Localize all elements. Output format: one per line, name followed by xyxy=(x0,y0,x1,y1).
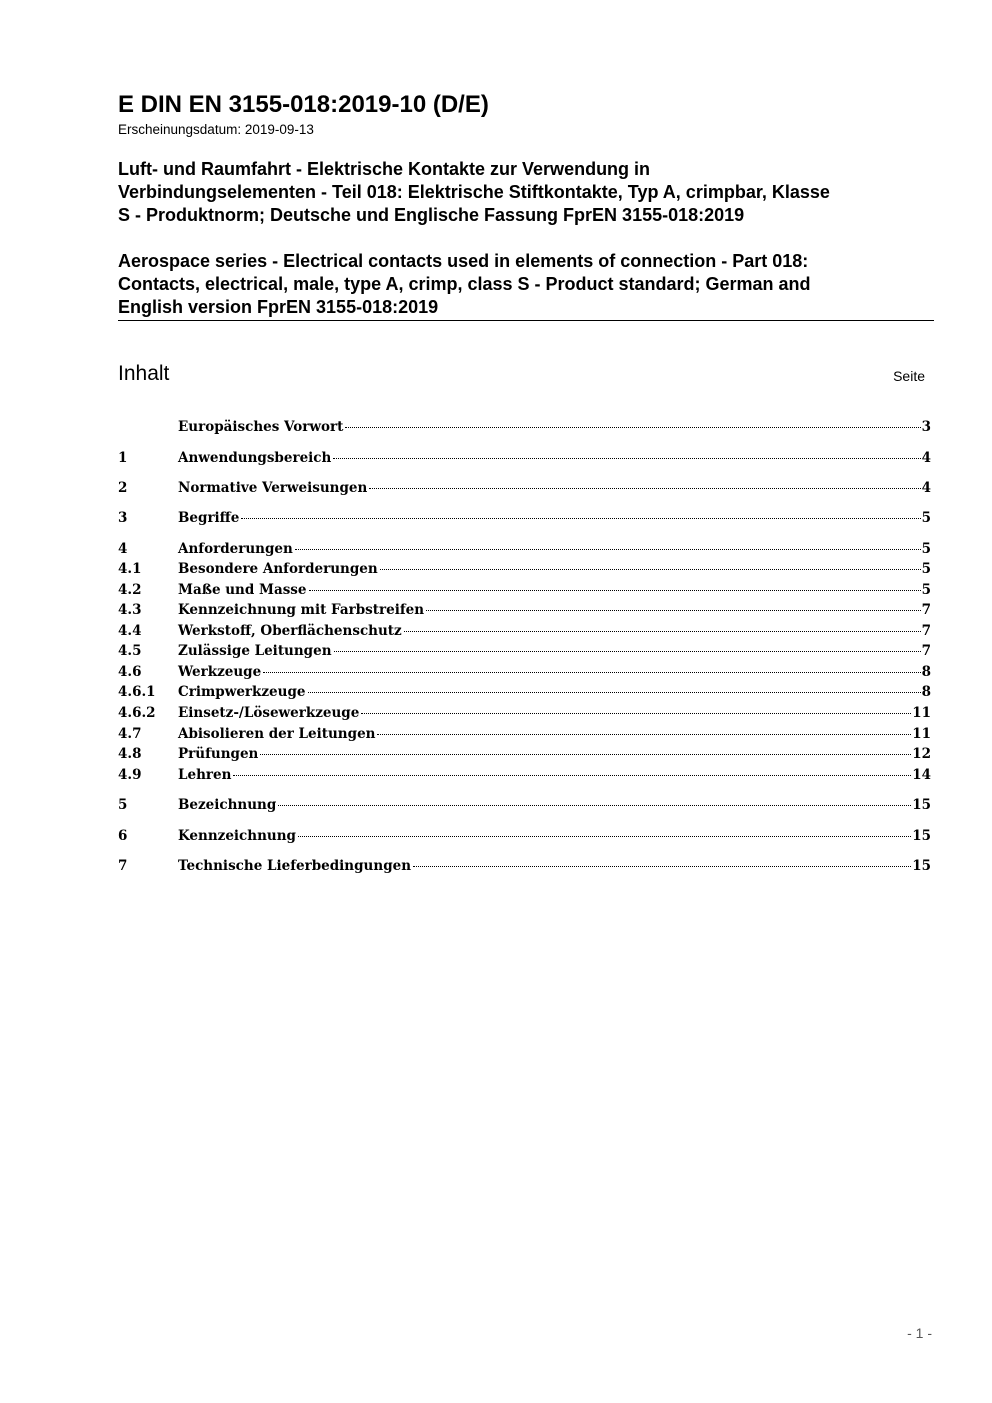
toc-dot-leader xyxy=(404,631,921,632)
toc-entry-page: 5 xyxy=(921,561,931,577)
toc-entry-number: 4.2 xyxy=(118,582,142,598)
toc-entry-title: Besondere Anforderungen xyxy=(178,561,378,577)
toc-entry-page: 4 xyxy=(921,450,931,466)
toc-entry-title: Normative Verweisungen xyxy=(178,480,368,496)
toc-dot-leader xyxy=(413,866,911,867)
toc-entry-title: Werkstoff, Oberflächenschutz xyxy=(178,623,402,639)
toc-entry-page: 3 xyxy=(921,419,931,435)
title-english xyxy=(118,250,938,319)
toc-entry[interactable] xyxy=(118,508,931,528)
toc-entry[interactable] xyxy=(118,539,931,559)
toc-entry-title: Werkzeuge xyxy=(178,664,262,680)
toc-entry-number: 4 xyxy=(118,541,128,557)
toc-entry[interactable] xyxy=(118,641,931,661)
toc-entry[interactable] xyxy=(118,703,931,723)
toc-entry-page: 8 xyxy=(921,664,931,680)
toc-entry-title: Lehren xyxy=(178,767,232,783)
toc-entry-title: Kennzeichnung mit Farbstreifen xyxy=(178,602,425,618)
toc-entry-title: Zulässige Leitungen xyxy=(178,643,332,659)
toc-entry-title: Europäisches Vorwort xyxy=(178,419,344,435)
toc-entry[interactable] xyxy=(118,765,931,785)
toc-dot-leader xyxy=(263,672,920,673)
toc-heading: Inhalt xyxy=(118,362,170,385)
toc-entry-title: Abisolieren der Leitungen xyxy=(178,726,376,742)
title-german-line: Verbindungselementen - Teil 018: Elektrische Stiftkontakte, Typ A, crimpbar, Klasse xyxy=(118,182,830,202)
toc-entry-page: 15 xyxy=(912,858,931,874)
toc-dot-leader xyxy=(309,590,921,591)
toc-dot-leader xyxy=(233,775,911,776)
toc-entry-title: Maße und Masse xyxy=(178,582,307,598)
toc-entry[interactable] xyxy=(118,856,931,876)
publication-date: Erscheinungsdatum: 2019-09-13 xyxy=(118,122,314,137)
toc-entry-number: 4.4 xyxy=(118,623,142,639)
toc-entry-title: Kennzeichnung xyxy=(178,828,296,844)
toc-entry[interactable] xyxy=(118,580,931,600)
toc-dot-leader xyxy=(377,734,911,735)
toc-entry[interactable] xyxy=(118,795,931,815)
toc-entry-number: 7 xyxy=(118,858,128,874)
toc-dot-leader xyxy=(361,713,911,714)
toc-entry[interactable] xyxy=(118,826,931,846)
toc-dot-leader xyxy=(333,458,920,459)
title-english-line: English version FprEN 3155-018:2019 xyxy=(118,297,439,317)
toc-entry-page: 5 xyxy=(921,541,931,557)
toc-dot-leader xyxy=(380,569,921,570)
toc-entry-page: 11 xyxy=(912,705,931,721)
title-german xyxy=(118,158,938,227)
toc-dot-leader xyxy=(278,805,911,806)
toc-entry-title: Anforderungen xyxy=(178,541,293,557)
toc-entry-title: Prüfungen xyxy=(178,746,259,762)
title-german-line: Luft- und Raumfahrt - Elektrische Kontakte zur Verwendung in xyxy=(118,159,651,179)
toc-entry-number: 4.1 xyxy=(118,561,142,577)
toc-entry-number: 3 xyxy=(118,510,128,526)
toc-dot-leader xyxy=(334,651,921,652)
toc-entry-number: 1 xyxy=(118,450,128,466)
toc-entry-title: Technische Lieferbedingungen xyxy=(178,858,412,874)
toc-entry-number: 6 xyxy=(118,828,128,844)
toc-dot-leader xyxy=(426,610,921,611)
toc-entry-page: 7 xyxy=(921,643,931,659)
toc-entry[interactable] xyxy=(118,417,931,437)
toc-entry[interactable] xyxy=(118,600,931,620)
toc-entry[interactable] xyxy=(118,559,931,579)
toc-dot-leader xyxy=(260,754,911,755)
toc-entry[interactable] xyxy=(118,682,931,702)
toc-entry-page: 11 xyxy=(912,726,931,742)
toc-entry-page: 4 xyxy=(921,480,931,496)
toc-entry-number: 4.6.2 xyxy=(118,705,156,721)
title-german-line: S - Produktnorm; Deutsche und Englische Fassung FprEN 3155-018:2019 xyxy=(118,205,745,225)
toc-entry-page: 15 xyxy=(912,828,931,844)
toc-entry-number: 4.6 xyxy=(118,664,142,680)
toc-entry[interactable] xyxy=(118,621,931,641)
toc-entry-title: Einsetz-/Lösewerkzeuge xyxy=(178,705,360,721)
toc-entry-number: 4.9 xyxy=(118,767,142,783)
toc-entry-title: Crimpwerkzeuge xyxy=(178,684,306,700)
toc-entry-page: 15 xyxy=(912,797,931,813)
toc-dot-leader xyxy=(308,692,921,693)
toc-entry-page: 12 xyxy=(912,746,931,762)
toc-entry[interactable] xyxy=(118,662,931,682)
header-divider xyxy=(118,320,934,321)
toc-dot-leader xyxy=(369,488,920,489)
toc-entry[interactable] xyxy=(118,744,931,764)
toc-entry-page: 5 xyxy=(921,510,931,526)
toc-entry-page: 14 xyxy=(912,767,931,783)
toc-entry[interactable] xyxy=(118,724,931,744)
title-english-line: Aerospace series - Electrical contacts used in elements of connection - Part 018: xyxy=(118,251,809,271)
toc-entry-number: 5 xyxy=(118,797,128,813)
toc-entry[interactable] xyxy=(118,448,931,468)
toc-entry-title: Bezeichnung xyxy=(178,797,277,813)
title-english-line: Contacts, electrical, male, type A, crimp, class S - Product standard; German and xyxy=(118,274,811,294)
toc-entry-page: 5 xyxy=(921,582,931,598)
toc-dot-leader xyxy=(295,549,921,550)
toc-entry-number: 4.7 xyxy=(118,726,142,742)
toc-entry-title: Anwendungsbereich xyxy=(178,450,332,466)
toc-entry-number: 4.6.1 xyxy=(118,684,156,700)
toc-dot-leader xyxy=(241,518,920,519)
toc-entry-title: Begriffe xyxy=(178,510,240,526)
toc-entry-number: 4.3 xyxy=(118,602,142,618)
toc-entry-page: 7 xyxy=(921,602,931,618)
page-number: - 1 - xyxy=(907,1325,932,1341)
toc-entry[interactable] xyxy=(118,478,931,498)
toc-page-column-heading: Seite xyxy=(893,368,925,384)
toc-entry-number: 2 xyxy=(118,480,128,496)
toc-dot-leader xyxy=(345,427,920,428)
toc-entry-page: 7 xyxy=(921,623,931,639)
toc-dot-leader xyxy=(298,836,911,837)
toc-entry-number: 4.8 xyxy=(118,746,142,762)
toc-entry-page: 8 xyxy=(921,684,931,700)
toc-entry-number: 4.5 xyxy=(118,643,142,659)
document-id: E DIN EN 3155-018:2019-10 (D/E) xyxy=(118,91,489,118)
